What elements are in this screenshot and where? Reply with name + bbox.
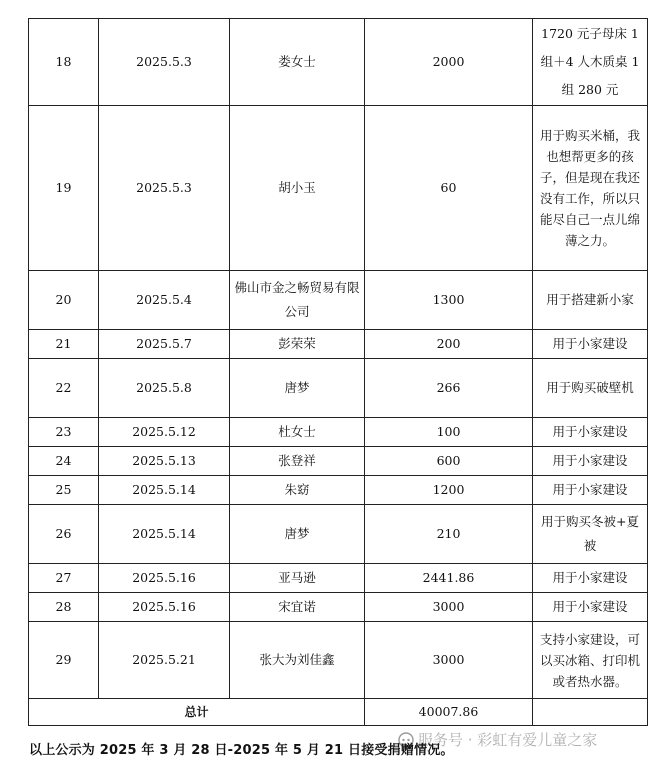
donation-purpose: 用于小家建设 — [533, 330, 648, 359]
row-number: 18 — [29, 19, 99, 106]
table-row — [29, 564, 648, 593]
table-row — [29, 476, 648, 505]
donor-name: 唐梦 — [230, 359, 365, 418]
row-number: 21 — [29, 330, 99, 359]
donation-date: 2025.5.3 — [99, 19, 230, 106]
donor-name: 佛山市金之畅贸易有限公司 — [230, 271, 365, 330]
footer-note: 以上公示为 2025 年 3 月 28 日-2025 年 5 月 21 日接受捐赠情况。 — [29, 743, 454, 758]
donation-date: 2025.5.8 — [99, 359, 230, 418]
row-number: 28 — [29, 593, 99, 622]
row-number: 23 — [29, 418, 99, 447]
donation-amount: 1200 — [365, 476, 533, 505]
donation-purpose: 用于搭建新小家 — [533, 271, 648, 330]
donation-date: 2025.5.16 — [99, 593, 230, 622]
empty-cell — [533, 699, 648, 726]
row-number: 22 — [29, 359, 99, 418]
donor-name: 张登祥 — [230, 447, 365, 476]
table-row — [29, 418, 648, 447]
total-row — [29, 699, 648, 726]
donation-date: 2025.5.16 — [99, 564, 230, 593]
donor-name: 彭荣荣 — [230, 330, 365, 359]
donor-name: 杜女士 — [230, 418, 365, 447]
donation-date: 2025.5.14 — [99, 476, 230, 505]
donation-purpose: 1720 元子母床 1 组＋4 人木质桌 1 组 280 元 — [533, 19, 648, 106]
total-amount: 40007.86 — [365, 699, 533, 726]
row-number: 19 — [29, 106, 99, 271]
donation-purpose: 用于小家建设 — [533, 418, 648, 447]
row-number: 27 — [29, 564, 99, 593]
donation-purpose: 用于购买冬被+夏被 — [533, 505, 648, 564]
donation-purpose: 支持小家建设，可以买冰箱、打印机或者热水器。 — [533, 622, 648, 699]
table-row — [29, 330, 648, 359]
donor-name: 张大为刘佳鑫 — [230, 622, 365, 699]
donation-date: 2025.5.14 — [99, 505, 230, 564]
donation-amount: 200 — [365, 330, 533, 359]
table-row — [29, 359, 648, 418]
donation-date: 2025.5.21 — [99, 622, 230, 699]
donation-amount: 210 — [365, 505, 533, 564]
table-row — [29, 505, 648, 564]
donor-name: 亚马逊 — [230, 564, 365, 593]
donor-name: 娄女士 — [230, 19, 365, 106]
table-row — [29, 106, 648, 271]
donation-purpose: 用于小家建设 — [533, 476, 648, 505]
table-row — [29, 271, 648, 330]
donation-date: 2025.5.4 — [99, 271, 230, 330]
row-number: 24 — [29, 447, 99, 476]
donor-name: 朱窈 — [230, 476, 365, 505]
row-number: 25 — [29, 476, 99, 505]
donor-name: 唐梦 — [230, 505, 365, 564]
total-label: 总计 — [29, 699, 365, 726]
donation-purpose: 用于小家建设 — [533, 593, 648, 622]
table-row — [29, 593, 648, 622]
donation-amount: 3000 — [365, 622, 533, 699]
donation-amount: 60 — [365, 106, 533, 271]
row-number: 29 — [29, 622, 99, 699]
donation-purpose: 用于小家建设 — [533, 564, 648, 593]
table-row — [29, 19, 648, 106]
donor-name: 宋宜诺 — [230, 593, 365, 622]
donation-amount: 266 — [365, 359, 533, 418]
donation-table — [28, 18, 648, 726]
donation-purpose: 用于购买破壁机 — [533, 359, 648, 418]
table-row — [29, 447, 648, 476]
donation-purpose: 用于购买米桶，我也想帮更多的孩子，但是现在我还没有工作，所以只能尽自己一点儿绵薄之力。 — [533, 106, 648, 271]
donation-date: 2025.5.3 — [99, 106, 230, 271]
donation-amount: 2441.86 — [365, 564, 533, 593]
table-row — [29, 622, 648, 699]
watermark-text: 服务号 · 彩虹有爱儿童之家 — [418, 731, 598, 749]
donation-amount: 3000 — [365, 593, 533, 622]
donation-date: 2025.5.12 — [99, 418, 230, 447]
donation-date: 2025.5.13 — [99, 447, 230, 476]
donation-amount: 600 — [365, 447, 533, 476]
donation-amount: 2000 — [365, 19, 533, 106]
donation-amount: 100 — [365, 418, 533, 447]
donor-name: 胡小玉 — [230, 106, 365, 271]
row-number: 20 — [29, 271, 99, 330]
donation-date: 2025.5.7 — [99, 330, 230, 359]
donation-amount: 1300 — [365, 271, 533, 330]
row-number: 26 — [29, 505, 99, 564]
donation-purpose: 用于小家建设 — [533, 447, 648, 476]
